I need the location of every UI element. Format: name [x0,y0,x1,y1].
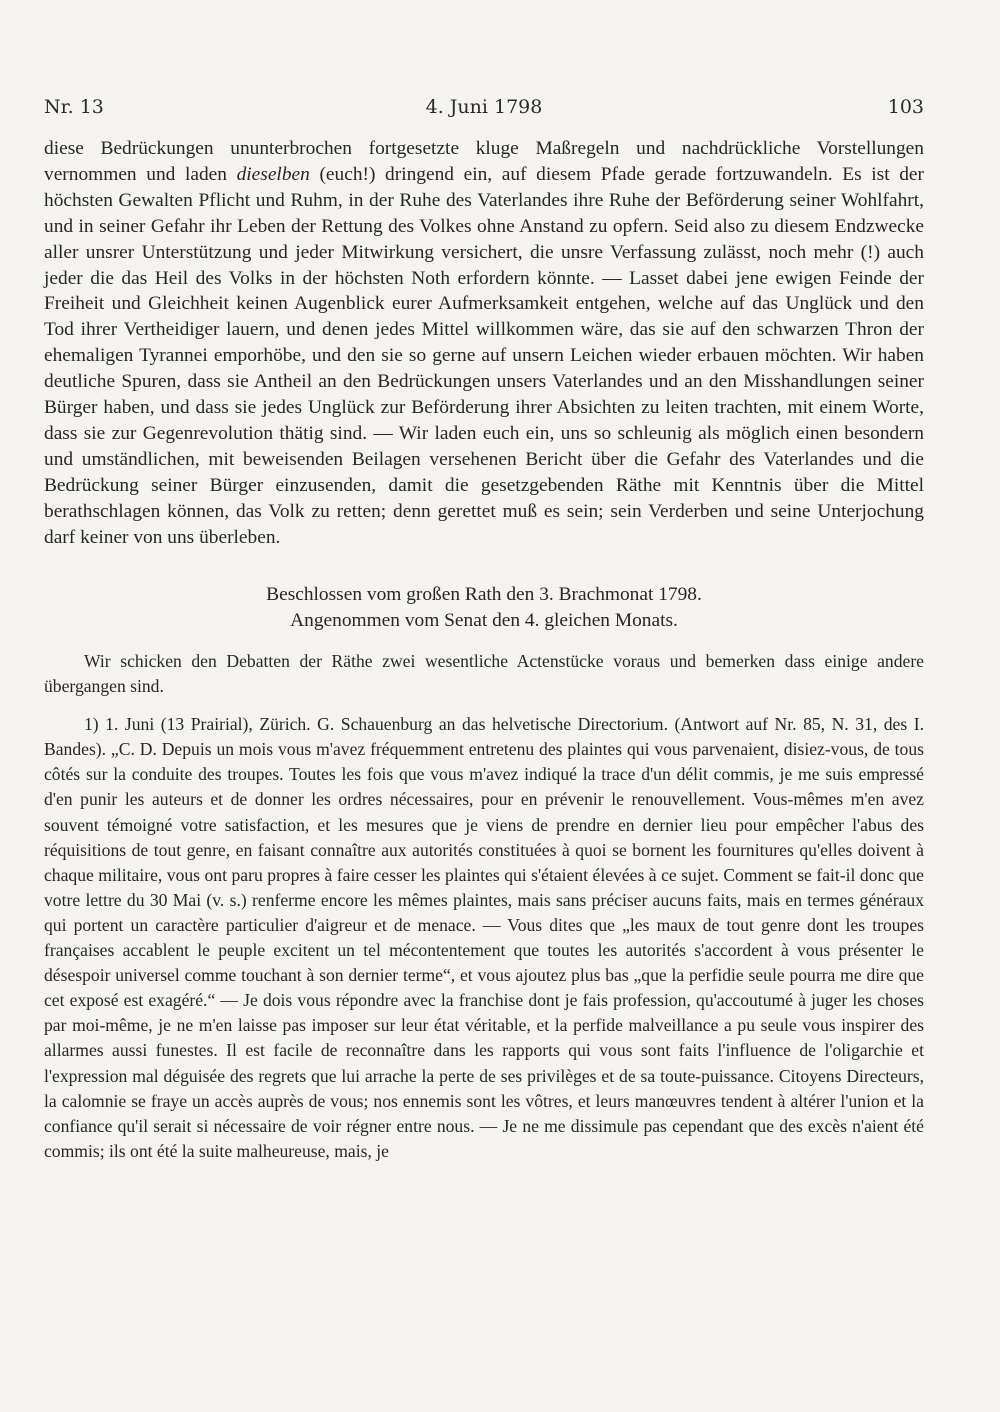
note-item-1: 1) 1. Juni (13 Prairial), Zürich. G. Schauenburg an das helvetische Directorium. (Antwort auf Nr. 85, N. 31, des I. Bandes). „C. D. Depuis un mois vous m'avez fréquemment entretenu des plaintes qui vous parvenaient, disiez-vous, de tous côtés sur la conduite des troupes. Toutes les fois que vous m'avez indiqué la trace d'un délit commis, je me suis empressé d'en punir les auteurs et de donner les ordres nécessaires, pour en prévenir le renouvellement. Vous-mêmes m'en avez souvent témoigné votre satisfaction, et les mesures que je viens de prendre en dernier lieu pour empêcher l'abus des réquisitions de tout genre, en faisant connaître aux autorités constituées à quoi se bornent les fournitures qu'elles doivent à chaque militaire, vous ont paru propres à faire cesser les plaintes qui s'étaient élevées à ce sujet. Comment se fait-il donc que votre lettre du 30 Mai (v. s.) renferme encore les mêmes plaintes, mais sans préciser aucuns faits, mais en termes généraux qui portent un caractère particulier d'aigreur et de menace. — Vous dites que „les maux de tout genre dont les troupes françaises accablent le peuple excitent un tel mécontentement que toutes les autorités s'accordent à vous présenter le désespoir universel comme touchant à son dernier terme“, et vous ajoutez plus bas „que la perfidie seule pourra me dire que cet exposé est exagéré.“ — Je dois vous répondre avec la franchise dont je fais profession, qu'accoutumé à juger les choses par moi-même, je ne m'en laisse pas imposer sur leur état véritable, et la perfide malveillance a pu seule vous inspirer des allarmes aussi funestes. Il est facile de reconnaître dans les rapports qui vous sont faits l'influence de l'oligarchie et l'expression mal déguisée des regrets que lui arrache la perte de ses privilèges et de sa toute-puissance. Citoyens Directeurs, la calomnie se fraye un accès auprès de vous; nos ennemis sont les vôtres, et leurs manœuvres tendent à altérer l'union et la confiance qu'il serait si nécessaire de voir régner entre nous. — Je ne me dissimule pas cependant que des excès n'aient été commis; ils ont été la suite malheureuse, mais, je [44,714,924,1161]
resolution-line-1: Beschlossen vom großen Rath den 3. Brachmonat 1798. [266,584,702,605]
body-paragraph [44,136,924,551]
emphasized-word: dieselben [236,163,310,185]
page-number: 103 [887,96,924,118]
body-text-start: diese Bedrückungen ununterbrochen fortgesetzte kluge Maßregeln und nachdrückliche Vorstellungen vernommen und laden [44,138,924,185]
resolution-line-2: Angenommen vom Senat den 4. gleichen Monats. [290,610,678,631]
resolution-block [44,582,924,634]
document-number: Nr. 13 [44,96,104,118]
main-text [44,136,924,551]
body-text-rest: (euch!) dringend ein, auf diesem Pfade gerade fortzuwandeln. Es ist der höchsten Gewalten Pflicht und Ruhm, in der Ruhe des Vaterlandes ihre Ruhe der Beförderung seiner Wohlfahrt, und in seiner Gefahr ihr Leben der Rettung des Volkes ohne Anstand zu opfern. Seid also zu diesem Endzwecke aller unsrer Unterstützung und jeder Mitwirkung versichert, die unsre Verfassung zulässt, noch mehr (!) auch jeder die das Heil des Volks in der höchsten Noth erfordern könnte. — Lasset dabei jene ewigen Feinde der Freiheit und Gleichheit keinen Augenblick eurer Aufmerksamkeit entgehen, welche auf das Unglück und den Tod ihrer Vertheidiger lauern, und denen jedes Mittel willkommen wäre, das sie auf den schwarzen Thron der ehemaligen Tyrannei emporhöbe, und den sie so gerne auf unsern Leichen wieder erbauen möchten. Wir haben deutliche Spuren, dass sie Antheil an den Bedrückungen unsers Vaterlandes und an den Misshandlungen seiner Bürger haben, und dass sie jedes Unglück zur Beförderung ihrer Absichten zu leiten trachten, mit einem Worte, dass sie zur Gegenrevolution thätig sind. — Wir laden euch ein, uns so schleunig als möglich einen besondern und umständlichen, mit beweisenden Beilagen versehenen Bericht über die Gefahr des Vaterlandes und die Bedrückung seiner Bürger einzusenden, damit die gesetzgebenden Räthe mit Kenntnis über die Mittel berathschlagen können, das Volk zu retten; denn gerettet muß es sein; sein Verderben und seine Unterjochung darf keiner von uns überleben. [44,163,924,548]
editorial-notes [44,649,924,1164]
running-header [44,96,924,126]
header-date: 4. Juni 1798 [425,96,543,118]
notes-intro: Wir schicken den Debatten der Räthe zwei wesentliche Actenstücke voraus und bemerken dass einige andere übergangen sind. [44,651,924,697]
